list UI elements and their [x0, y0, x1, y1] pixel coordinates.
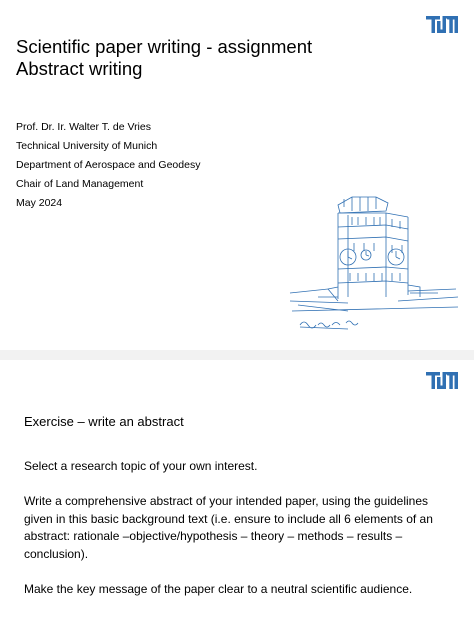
paragraph-key-message: Make the key message of the paper clear to a neutral scientific audience. [24, 581, 413, 596]
exercise-body [24, 458, 444, 616]
title-line-2: Abstract writing [16, 58, 143, 79]
chair-name: Chair of Land Management [16, 178, 144, 190]
paragraph-abstract-guidelines: Write a comprehensive abstract of your intended paper, using the guidelines given in this basic background text (i.e. ensure to include all 6 elements of an abstract: rationale –objective/hypothesis – theory – methods – results – conclusion). [24, 494, 433, 561]
author-name: Prof. Dr. Ir. Walter T. de Vries [16, 121, 151, 133]
presentation-date: May 2024 [16, 197, 63, 209]
tum-logo-icon [426, 16, 458, 33]
clock-tower-sketch-icon [288, 193, 460, 341]
author-info [16, 118, 200, 213]
paragraph-topic: Select a research topic of your own interest. [24, 459, 258, 473]
slide-separator [0, 350, 474, 360]
exercise-slide [0, 360, 474, 632]
exercise-heading: Exercise – write an abstract [24, 414, 184, 429]
tum-logo-icon [426, 372, 458, 389]
university-name: Technical University of Munich [16, 140, 158, 152]
presentation-title [16, 36, 312, 80]
department-name: Department of Aerospace and Geodesy [16, 159, 201, 171]
title-line-1: Scientific paper writing - assignment [16, 36, 313, 57]
